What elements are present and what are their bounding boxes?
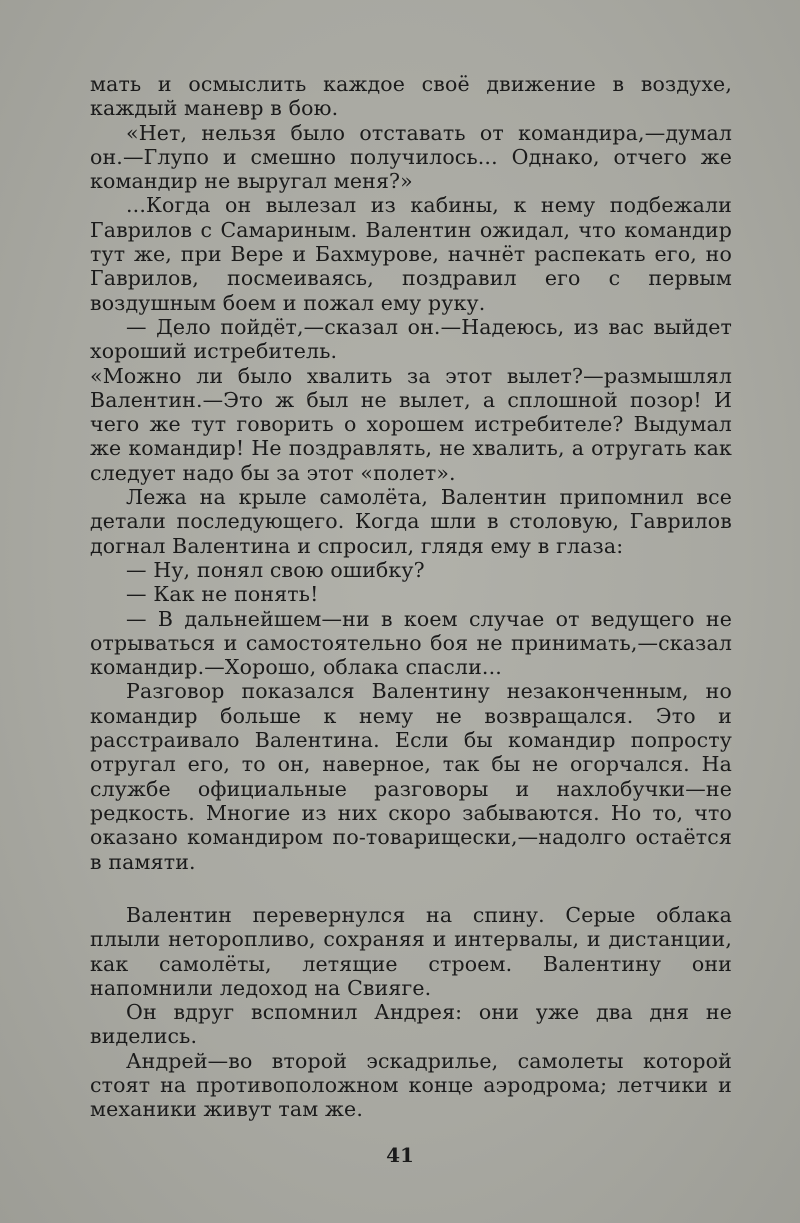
paragraph: Разговор показался Валентину незаконченным, но командир больше к нему не возвращался. Это и расстраивало Валентина. Если бы командир попросту отругал его, то он, наверное, так бы не огорчался. На службе официальные разговоры и нахлобучки—не редкость. Многие из них скоро забываются. Но то, что оказано командиром по-товарищески,—надолго остаётся в памяти. — [90, 679, 732, 874]
paragraph: — Как не понять! — [126, 582, 319, 607]
paragraph: Он вдруг вспомнил Андрея: они уже два дня не виделись. — [90, 1000, 732, 1049]
paragraph: ...Когда он вылезал из кабины, к нему подбежали Гаврилов с Самариным. Валентин ожидал, что командир тут же, при Вере и Бахмурове, начнёт распекать его, но Гаврилов, посмеиваясь, поздравил его с первым воздушным боем и пожал ему руку. — [90, 193, 732, 315]
paragraph: — В дальнейшем—ни в коем случае от ведущего не отрываться и самостоятельно боя не принимать,—сказал командир.—Хорошо, облака спасли... — [90, 606, 732, 680]
page-number: 41 — [386, 1143, 414, 1167]
text-section-1 — [90, 72, 732, 874]
text-section-2 — [90, 903, 732, 1122]
paragraph: «Можно ли было хвалить за этот вылет?—размышлял Валентин.—Это ж был не вылет, а сплошной позор! И чего же тут говорить о хорошем истребителе? Выдумал же командир! Не поздравлять, не хвалить, а отругать как следует надо бы за этот «полет». — [90, 363, 732, 485]
paragraph: Андрей—во второй эскадрилье, самолеты которой стоят на противоположном конце аэродрома; летчики и механики живут там же. — [90, 1048, 732, 1122]
paragraph: Валентин перевернулся на спину. Серые облака плыли неторопливо, сохраняя и интервалы, и дистанции, как самолёты, летящие строем. Валентину они напомнили ледоход на Свияге. — [90, 903, 732, 1000]
paragraph: мать и осмыслить каждое своё движение в воздухе, каждый маневр в бою. — [90, 72, 732, 121]
paragraph: — Дело пойдёт,—сказал он.—Надеюсь, из вас выйдет хороший истребитель. — [90, 314, 732, 364]
paragraph: — Ну, понял свою ошибку? — [126, 557, 425, 582]
paragraph: Лежа на крыле самолёта, Валентин припомнил все детали последующего. Когда шли в столовую, Гаврилов догнал Валентина и спросил, глядя ему в глаза: — [90, 485, 732, 558]
paragraph: «Нет, нельзя было отставать от командира,—думал он.—Глупо и смешно получилось... Однако, отчего же командир не выругал меня?» — [90, 120, 732, 194]
